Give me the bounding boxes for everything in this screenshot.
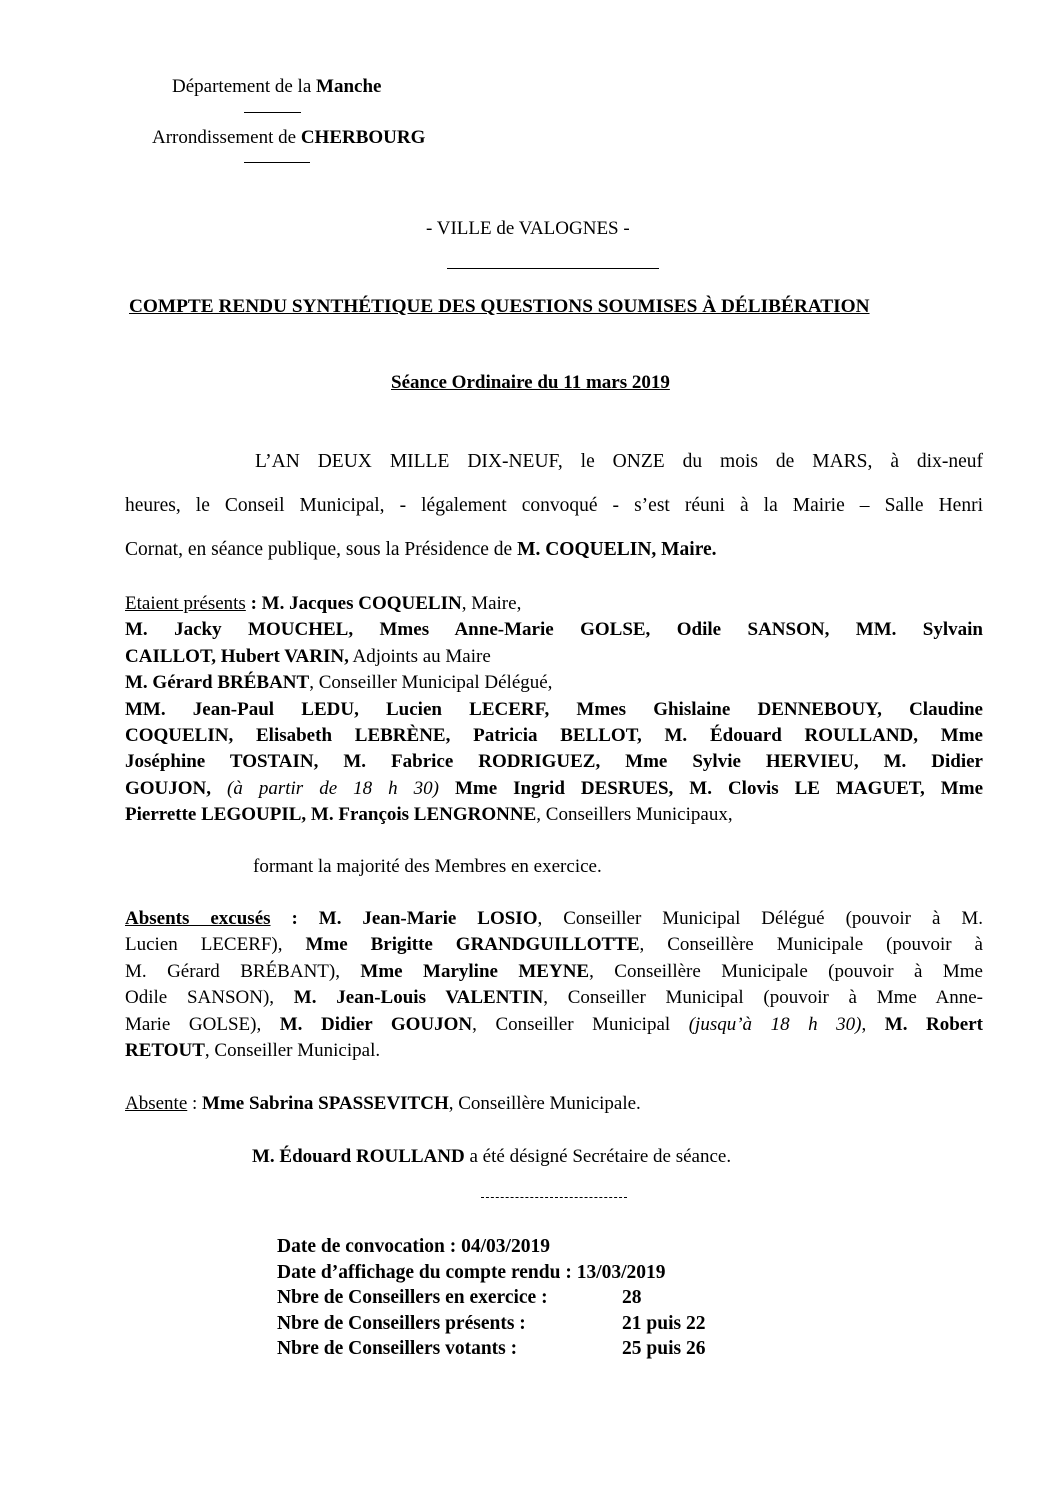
ville-divider [447,268,659,269]
intro-paragraph [125,446,983,578]
departement-name: Manche [316,76,382,97]
stats-row-exercice: Nbre de Conseillers en exercice : 28 [277,1287,642,1309]
absents-block [125,906,983,1064]
intro-line-3 [125,534,983,578]
presents-line-9: Pierrette LEGOUPIL, M. François LENGRONNE, Conseillers Municipaux, [125,804,733,826]
intro-line-3-text: Cornat, en séance publique, sous la Présidence de [125,539,518,560]
intro-line-1: L’AN DEUX MILLE DIX-NEUF, le ONZE du mois de MARS, à dix-neuf [255,451,983,472]
stats-row-affichage: Date d’affichage du compte rendu : 13/03/2019 [277,1261,666,1283]
secretaire-name: M. Édouard ROULLAND [252,1146,465,1167]
arrondissement-prefix: Arrondissement de [152,127,301,148]
header-divider-1 [244,112,301,113]
departement-line [172,76,381,98]
majorite-line: formant la majorité des Membres en exercice. [253,856,602,877]
document-title: COMPTE RENDU SYNTHÉTIQUE DES QUESTIONS SOUMISES À DÉLIBÉRATION [129,296,870,317]
presents-line-8: GOUJON, (à partir de 18 h 30) Mme Ingrid DESRUES, M. Clovis LE MAGUET, Mme [125,777,983,799]
presents-line-1: Etaient présents : M. Jacques COQUELIN, Maire, [125,593,522,614]
arrondissement-line [152,127,425,149]
absents-label: Absents excusés [125,908,271,929]
ville-heading: - VILLE de VALOGNES - [426,218,630,239]
dashed-divider [481,1197,627,1198]
absente-label: Absente [125,1093,188,1114]
presents-label: Etaient présents [125,593,246,614]
presents-line-6: COQUELIN, Elisabeth LEBRÈNE, Patricia BELLOT, M. Édouard ROULLAND, Mme [125,724,983,746]
secretaire-line: M. Édouard ROULLAND a été désigné Secrétaire de séance. [252,1146,732,1167]
stats-row-convocation: Date de convocation : 04/03/2019 [277,1236,550,1257]
presents-line-3: CAILLOT, Hubert VARIN, Adjoints au Maire [125,645,491,667]
arrondissement-name: CHERBOURG [300,127,426,148]
presents-line-7: Joséphine TOSTAIN, M. Fabrice RODRIGUEZ, Mme Sylvie HERVIEU, M. Didier [125,751,983,773]
intro-president: M. COQUELIN, Maire. [517,539,717,560]
stats-row-votants: Nbre de Conseillers votants : 25 puis 26 [277,1338,706,1360]
stats-row-presents: Nbre de Conseillers présents : 21 puis 22 [277,1312,706,1334]
intro-line-2: heures, le Conseil Municipal, - légalement convoqué - s’est réuni à la Mairie – Salle Henri [125,495,983,516]
presents-line-2: M. Jacky MOUCHEL, Mmes Anne-Marie GOLSE, Odile SANSON, MM. Sylvain [125,619,983,641]
presents-block [125,591,983,829]
header-divider-2 [244,162,310,163]
seance-title: Séance Ordinaire du 11 mars 2019 [391,372,670,393]
absents-line-1: Absents excusés : M. Jean-Marie LOSIO, Conseiller Municipal Délégué (pouvoir à M. [125,908,983,929]
absents-line-6: RETOUT, Conseiller Municipal. [125,1039,381,1061]
departement-prefix: Département de la [172,76,317,97]
presents-line-5: MM. Jean-Paul LEDU, Lucien LECERF, Mmes Ghislaine DENNEBOUY, Claudine [125,698,983,720]
presents-line-4: M. Gérard BRÉBANT, Conseiller Municipal Délégué, [125,672,553,694]
absents-line-3: M. Gérard BRÉBANT), Mme Maryline MEYNE, Conseillère Municipale (pouvoir à Mme [125,960,983,982]
absents-line-4: Odile SANSON), M. Jean-Louis VALENTIN, Conseiller Municipal (pouvoir à Mme Anne- [125,987,983,1009]
absents-line-2: Lucien LECERF), Mme Brigitte GRANDGUILLOTTE, Conseillère Municipale (pouvoir à [125,934,983,956]
absents-line-5: Marie GOLSE), M. Didier GOUJON, Conseiller Municipal (jusqu’à 18 h 30), M. Robert [125,1013,983,1035]
stats-block [277,1234,706,1362]
absente-line: Absente : Mme Sabrina SPASSEVITCH, Conseillère Municipale. [125,1093,641,1114]
